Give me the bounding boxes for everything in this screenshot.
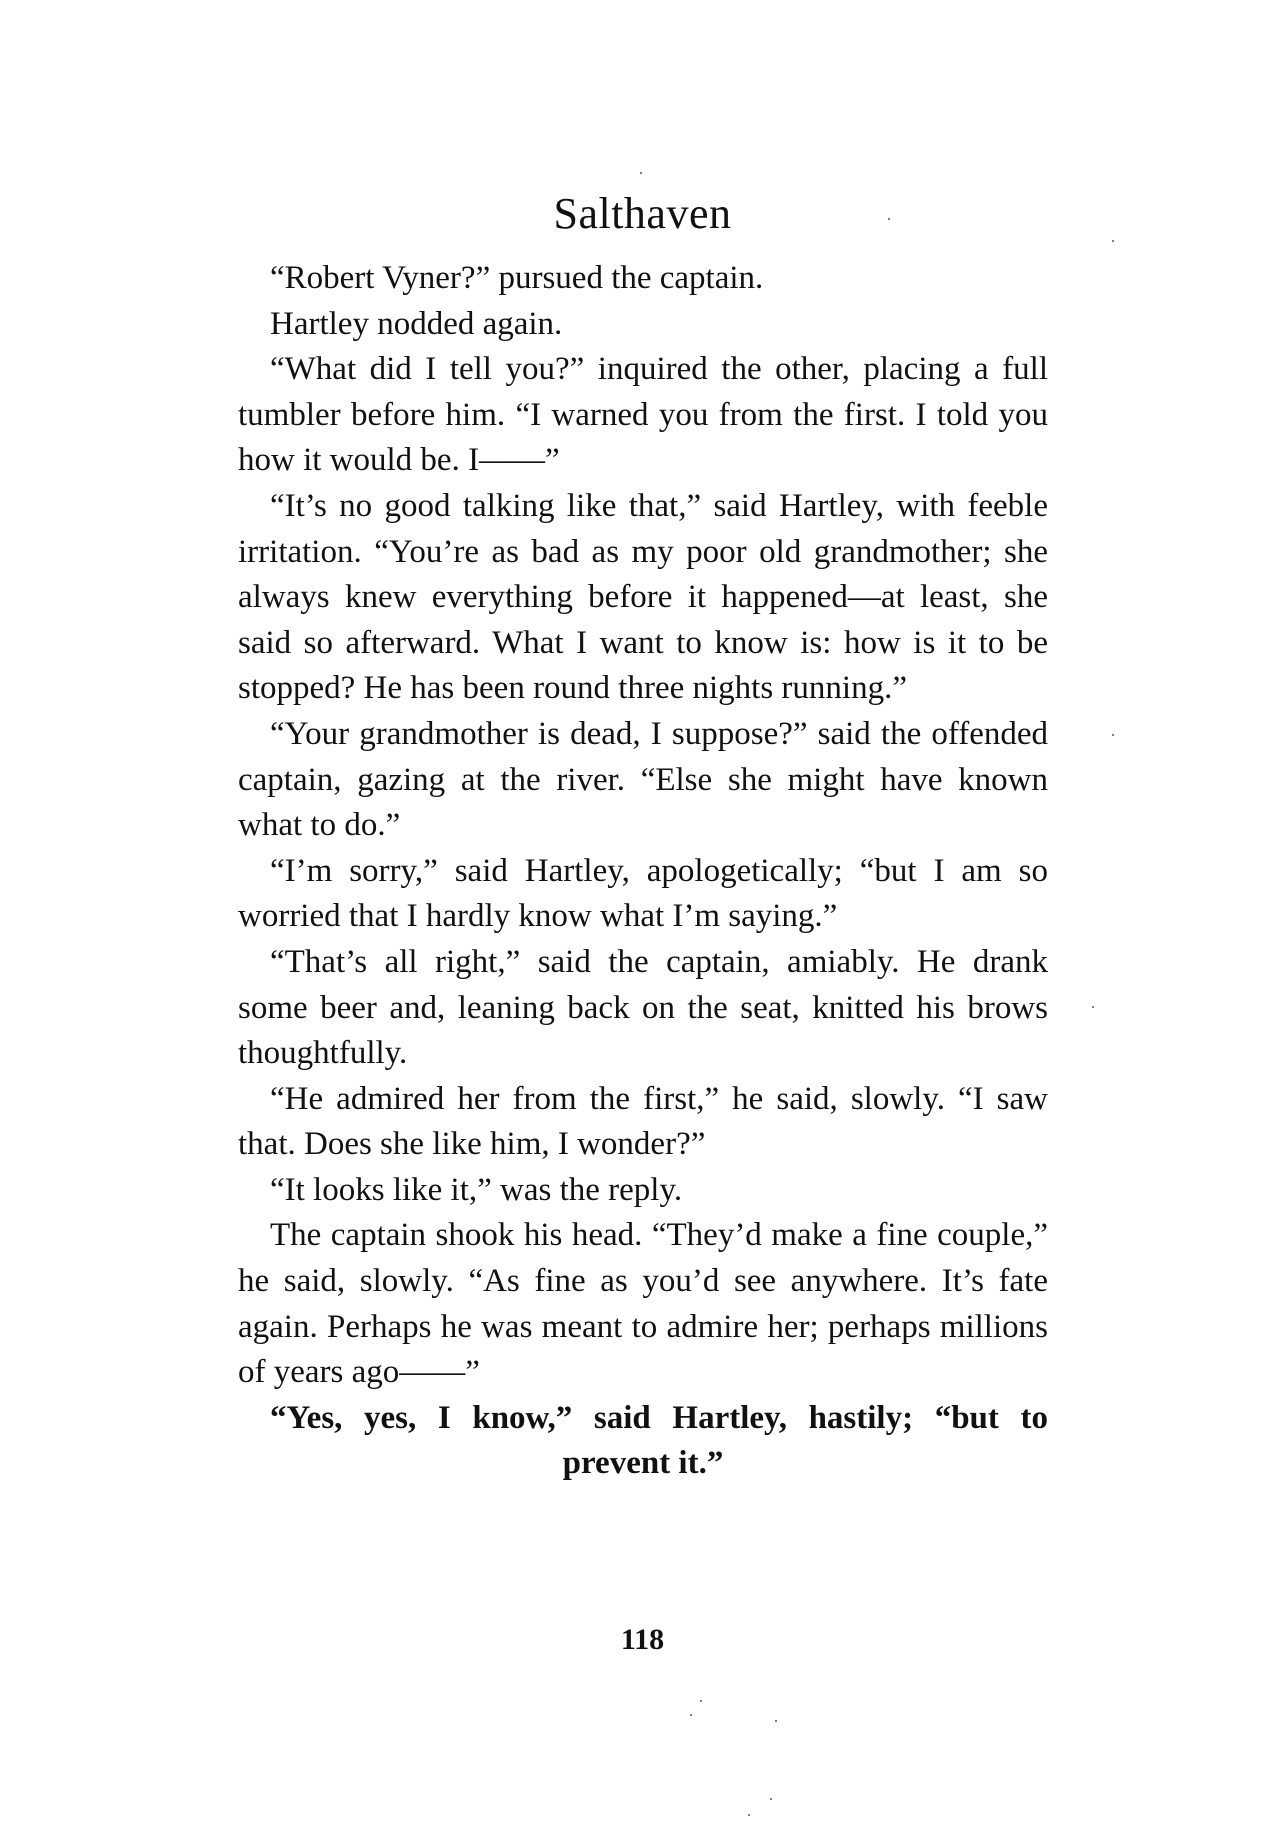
- scan-speck: [770, 1798, 772, 1800]
- paragraph: “That’s all right,” said the captain, amiably. He drank some beer and, leaning back on the seat, knitted his brows thoughtfully.: [238, 943, 1048, 1072]
- paragraph: Hartley nodded again.: [270, 305, 563, 342]
- paragraph: “What did I tell you?” inquired the other, placing a full tumbler before him. “I warned you from the first. I told you how it would be. I——”: [238, 351, 1048, 479]
- scan-speck: [1112, 734, 1114, 736]
- scan-speck: [1112, 240, 1114, 242]
- body-text: [238, 256, 1048, 1487]
- paragraph: “It’s no good talking like that,” said Hartley, with feeble irritation. “You’re as bad as my poor old grandmother; she always knew everything before it happened—at least, she said so afterward. What I want to know is: how is it to be stopped? He has been round three nights running.”: [238, 487, 1048, 707]
- page-number: 118: [620, 1623, 665, 1656]
- scan-speck: [1092, 1006, 1094, 1008]
- scan-speck: [748, 1814, 750, 1816]
- paragraph: The captain shook his head. “They’d make a fine couple,” he said, slowly. “As fine as you’d see anywhere. It’s fate again. Perhaps he was meant to admire her; perhaps millions of years ago——”: [238, 1217, 1048, 1391]
- scan-speck: [690, 1714, 692, 1716]
- paragraph: “It looks like it,” was the reply.: [270, 1171, 683, 1208]
- scan-speck: [640, 172, 642, 174]
- scan-speck: [775, 1720, 777, 1722]
- paragraph: “He admired her from the first,” he said, slowly. “I saw that. Does she like him, I wonder?”: [238, 1080, 1048, 1163]
- paragraph: “Yes, yes, I know,” said Hartley, hastily; “but to prevent it.”: [270, 1399, 1048, 1482]
- running-head: Salthaven: [553, 189, 732, 238]
- paragraph: “I’m sorry,” said Hartley, apologetically; “but I am so worried that I hardly know what I’m saying.”: [238, 852, 1048, 935]
- paragraph: “Your grandmother is dead, I suppose?” said the offended captain, gazing at the river. “Else she might have known what to do.”: [238, 715, 1048, 844]
- paragraph: “Robert Vyner?” pursued the captain.: [270, 260, 764, 296]
- scan-speck: [700, 1700, 702, 1702]
- scan-speck: [888, 218, 890, 220]
